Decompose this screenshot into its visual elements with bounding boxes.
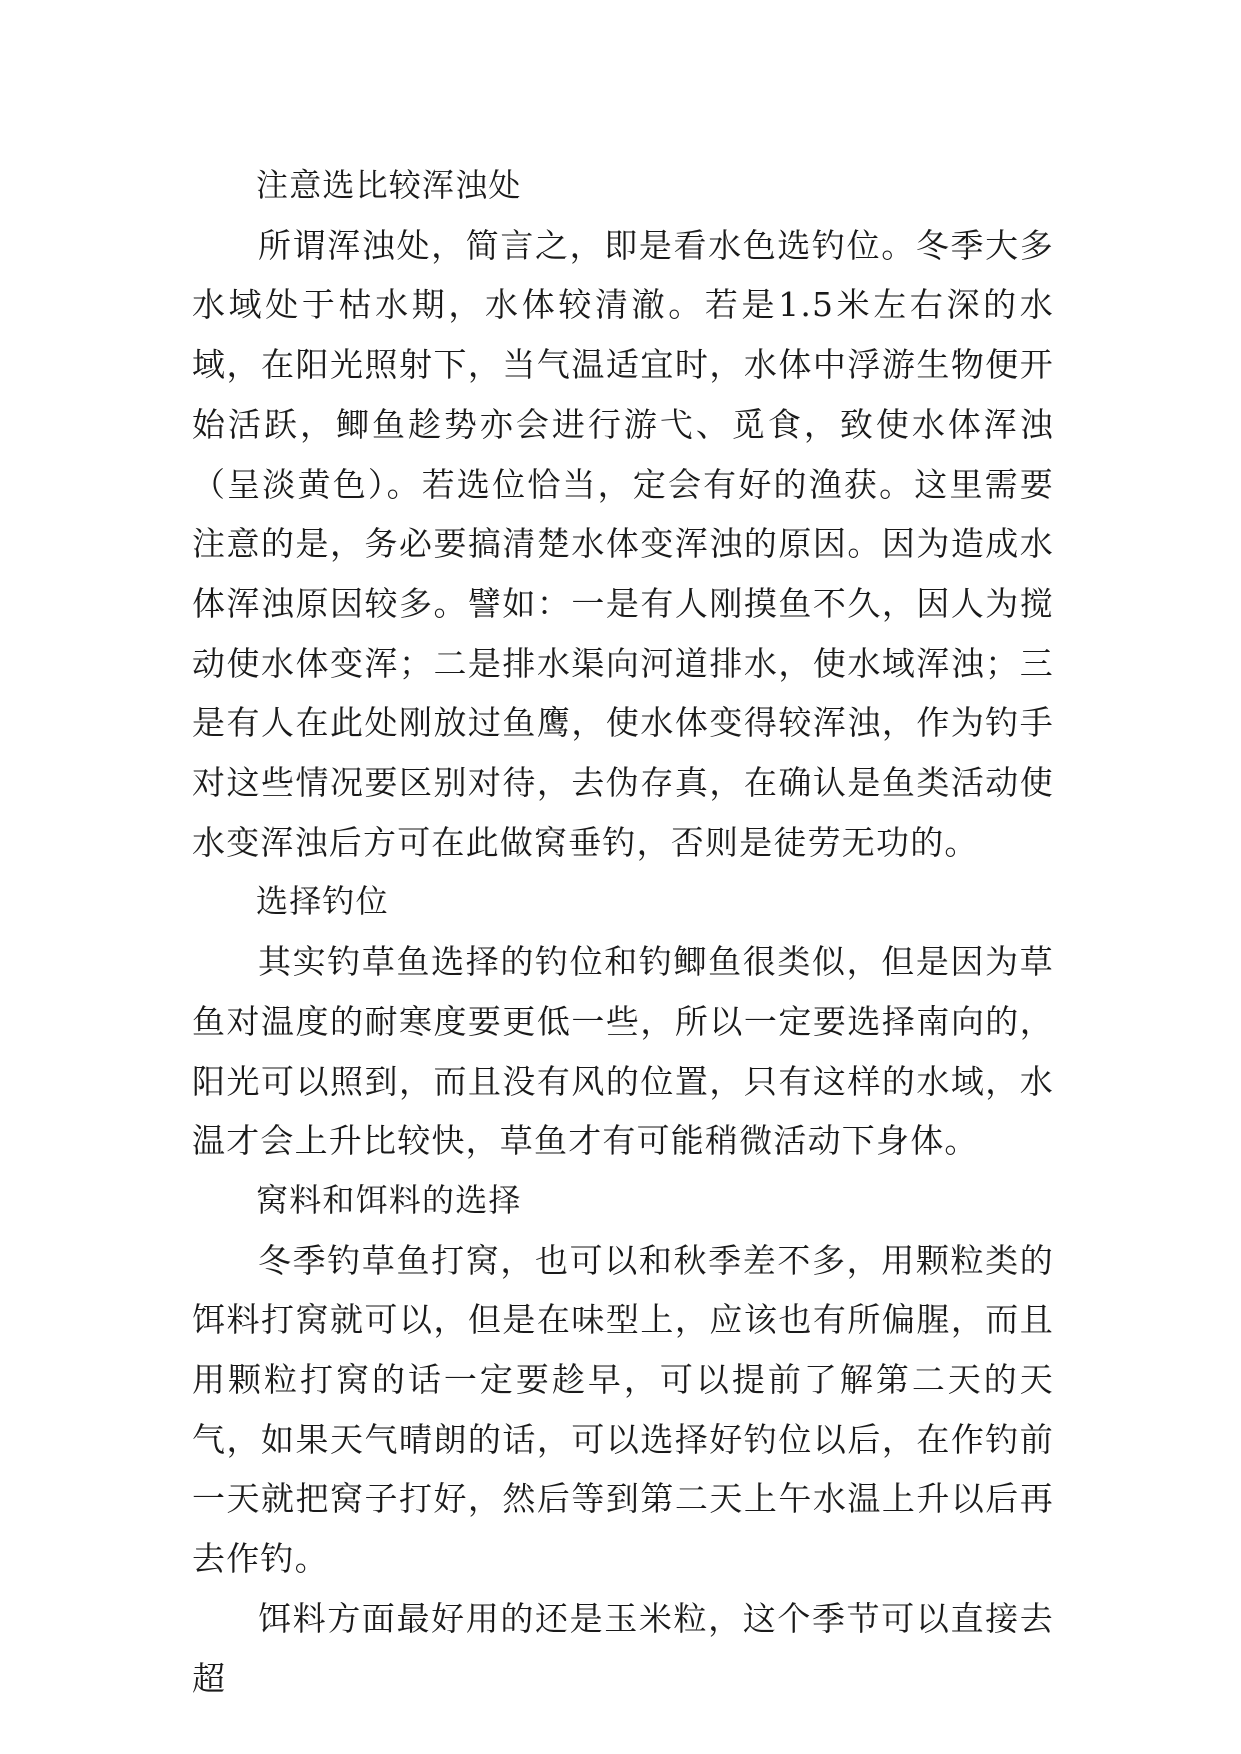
section-heading-bait-choice: 窝料和饵料的选择 [256,1180,522,1219]
paragraph-nest-bait: 冬季钓草鱼打窝，也可以和秋季差不多，用颗粒类的饵料打窝就可以，但是在味型上，应该也有所偏腥，而且用颗粒打窝的话一定要趁早，可以提前了解第二天的天气，如果天气晴朗的话，可以选择好钓位以后，在作钓前一天就把窝子打好，然后等到第二天上午水温上升以后再去作钓。 [192,1240,1054,1579]
document-body [192,156,1054,1708]
section-heading-fishing-spot: 选择钓位 [256,882,389,921]
paragraph-fishing-spot: 其实钓草鱼选择的钓位和钓鲫鱼很类似，但是因为草鱼对温度的耐寒度要更低一些，所以一定要选择南向的，阳光可以照到，而且没有风的位置，只有这样的水域，水温才会上升比较快，草鱼才有可能稍微活动下身体。 [192,942,1054,1161]
paragraph-bait: 饵料方面最好用的还是玉米粒，这个季节可以直接去超 [192,1598,1054,1698]
paragraph-muddy-water: 所谓浑浊处，简言之，即是看水色选钓位。冬季大多水域处于枯水期，水体较清澈。若是1.5米左右深的水域，在阳光照射下，当气温适宜时，水体中浮游生物便开始活跃，鲫鱼趁势亦会进行游弋、觅食，致使水体浑浊（呈淡黄色）。若选位恰当，定会有好的渔获。这里需要注意的是，务必要搞清楚水体变浑浊的原因。因为造成水体浑浊原因较多。譬如：一是有人刚摸鱼不久，因人为搅动使水体变浑；二是排水渠向河道排水，使水域浑浊；三是有人在此处刚放过鱼鹰，使水体变得较浑浊，作为钓手对这些情况要区别对待，去伪存真，在确认是鱼类活动使水变浑浊后方可在此做窝垂钓，否则是徒劳无功的。 [192,225,1054,862]
section-heading-muddy-water: 注意选比较浑浊处 [256,166,522,204]
